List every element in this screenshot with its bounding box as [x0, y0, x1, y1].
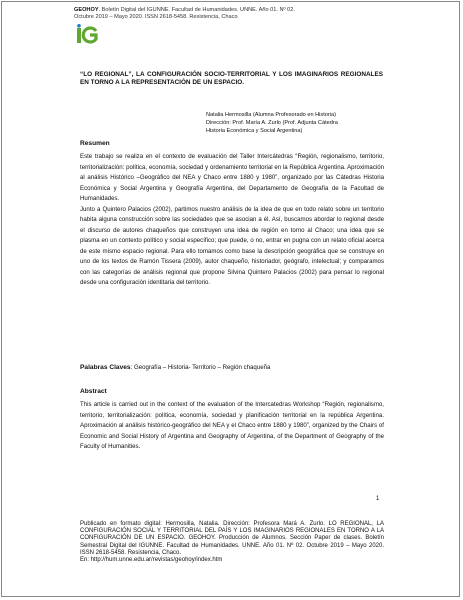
paper-title: “LO REGIONAL”, LA CONFIGURACIÓN SOCIO-TERRITORIAL Y LOS IMAGINARIOS REGIONALES EN TORNO A LA REPRESENTACIÓN DE UN ESPACIO. — [80, 71, 383, 86]
keywords-label: Palabras Claves — [80, 364, 131, 371]
citation-footer — [80, 521, 384, 564]
abstract-body — [80, 400, 384, 453]
citation-url: En: http://hum.unne.edu.ar/revistas/geohoy/index.htm — [80, 557, 223, 564]
resumen-paragraph-1: Este trabajo se realiza en el contexto de evaluación del Taller Intercátedras “Región, regionalismo, territorio, territorialización: política, economía, sociedad y ordenamiento territorial en la República Argentina. Aproximación al análisis Histórico –Geográfico del NEA y Chaco entre 1880 y 1980”, organizado por las Cátedras Historia Económica y Social Argentina y Geografía Argentina, del Departamento de Geografía de la Facultad de Humanidades. — [80, 153, 384, 202]
authors-block — [206, 111, 386, 135]
journal-header — [74, 7, 394, 21]
author-line: Natalia Hermosilla (Alumna Profesorado en Historia) — [206, 112, 336, 118]
abstract-heading: Abstract — [80, 388, 107, 395]
igunne-logo-icon — [76, 24, 98, 46]
abstract-paragraph-1: This article is carried out in the context of the evaluation of the Intercatedras Workshop “Región, regionalismo, territorio, territorialización: política, economía, sociedad y planificación territorial en la república Argentina. Aproximación al análisis histórico-geográfico del NEA y el Chaco entre 1880 y 1980”, organized by the Chairs of Economic and Social History of Argentina and Geography of Argentina, of the Department of Geography of the Faculty of Humanities. — [80, 401, 384, 450]
keywords-text: : Geografía – Historia- Territorio – Región chaqueña — [130, 364, 271, 371]
director-affiliation: Historia Económica y Social Argentina) — [206, 128, 303, 134]
journal-name: GEOHOY — [74, 7, 99, 13]
director-line: Dirección: Prof. María A. Zurlo (Prof. Adjunta Cátedra — [206, 120, 338, 126]
citation-text: Publicado en formato digital: Hermosilla, Natalia. Dirección: Profesora Mará A. Zurlo. LO REGIONAL, LA CONFIGURACIÓN SOCIAL Y TERRITORIAL DEL PAÍS Y LOS IMAGINARIOS REGIONALES EN TORNO A LA CONFIGURACIÓN DE UN ESPACIO. GEOHOY. Producción de Alumnos. Sección Paper de clases. Boletín Semestral Digital del IGUNNE. Facultad de Humanidades. UNNE. Año 01. Nº 02. Octubre 2019 – Mayo 2020. ISSN 2618-5458. Resistencia, Chaco. — [80, 521, 384, 556]
page-border — [1, 1, 460, 597]
resumen-heading: Resumen — [80, 140, 110, 147]
page-number: 1 — [376, 496, 380, 502]
keywords-line — [80, 364, 384, 371]
resumen-paragraph-2: Junto a Quintero Palacios (2002), partimos nuestro análisis de la idea de que en todo relato sobre un territorio habita alguna construcción sobre las sociedades que se asocian a él. Así, buscamos abordar lo regional desde el discurso de autores chaqueños que construyen una idea de región en torno al Chaco; una idea que se plasma en un contexto político y social específico; que puede, o no, entrar en pugna con un relato oficial acerca de este mismo espacio regional. Para ello tomamos como base la descripción geográfica que se construye en uno de los textos de Ramón Tissera (2009), autor chaqueño, historiador, geógrafo, intelectual; y comparamos con las categorías de análisis regional que propone Silvina Quintero Palacios (2002) para pensar lo regional desde una configuración identitaria del territorio. — [80, 205, 384, 286]
journal-info-line2: Octubre 2019 – Mayo 2020. ISSN 2618-5458. Resistencia, Chaco — [74, 14, 238, 20]
resumen-body — [80, 152, 384, 289]
journal-info-line1: . Boletín Digital del IGUNNE. Facultad de Humanidades. UNNE. Año 01. Nº 02. — [98, 7, 295, 13]
